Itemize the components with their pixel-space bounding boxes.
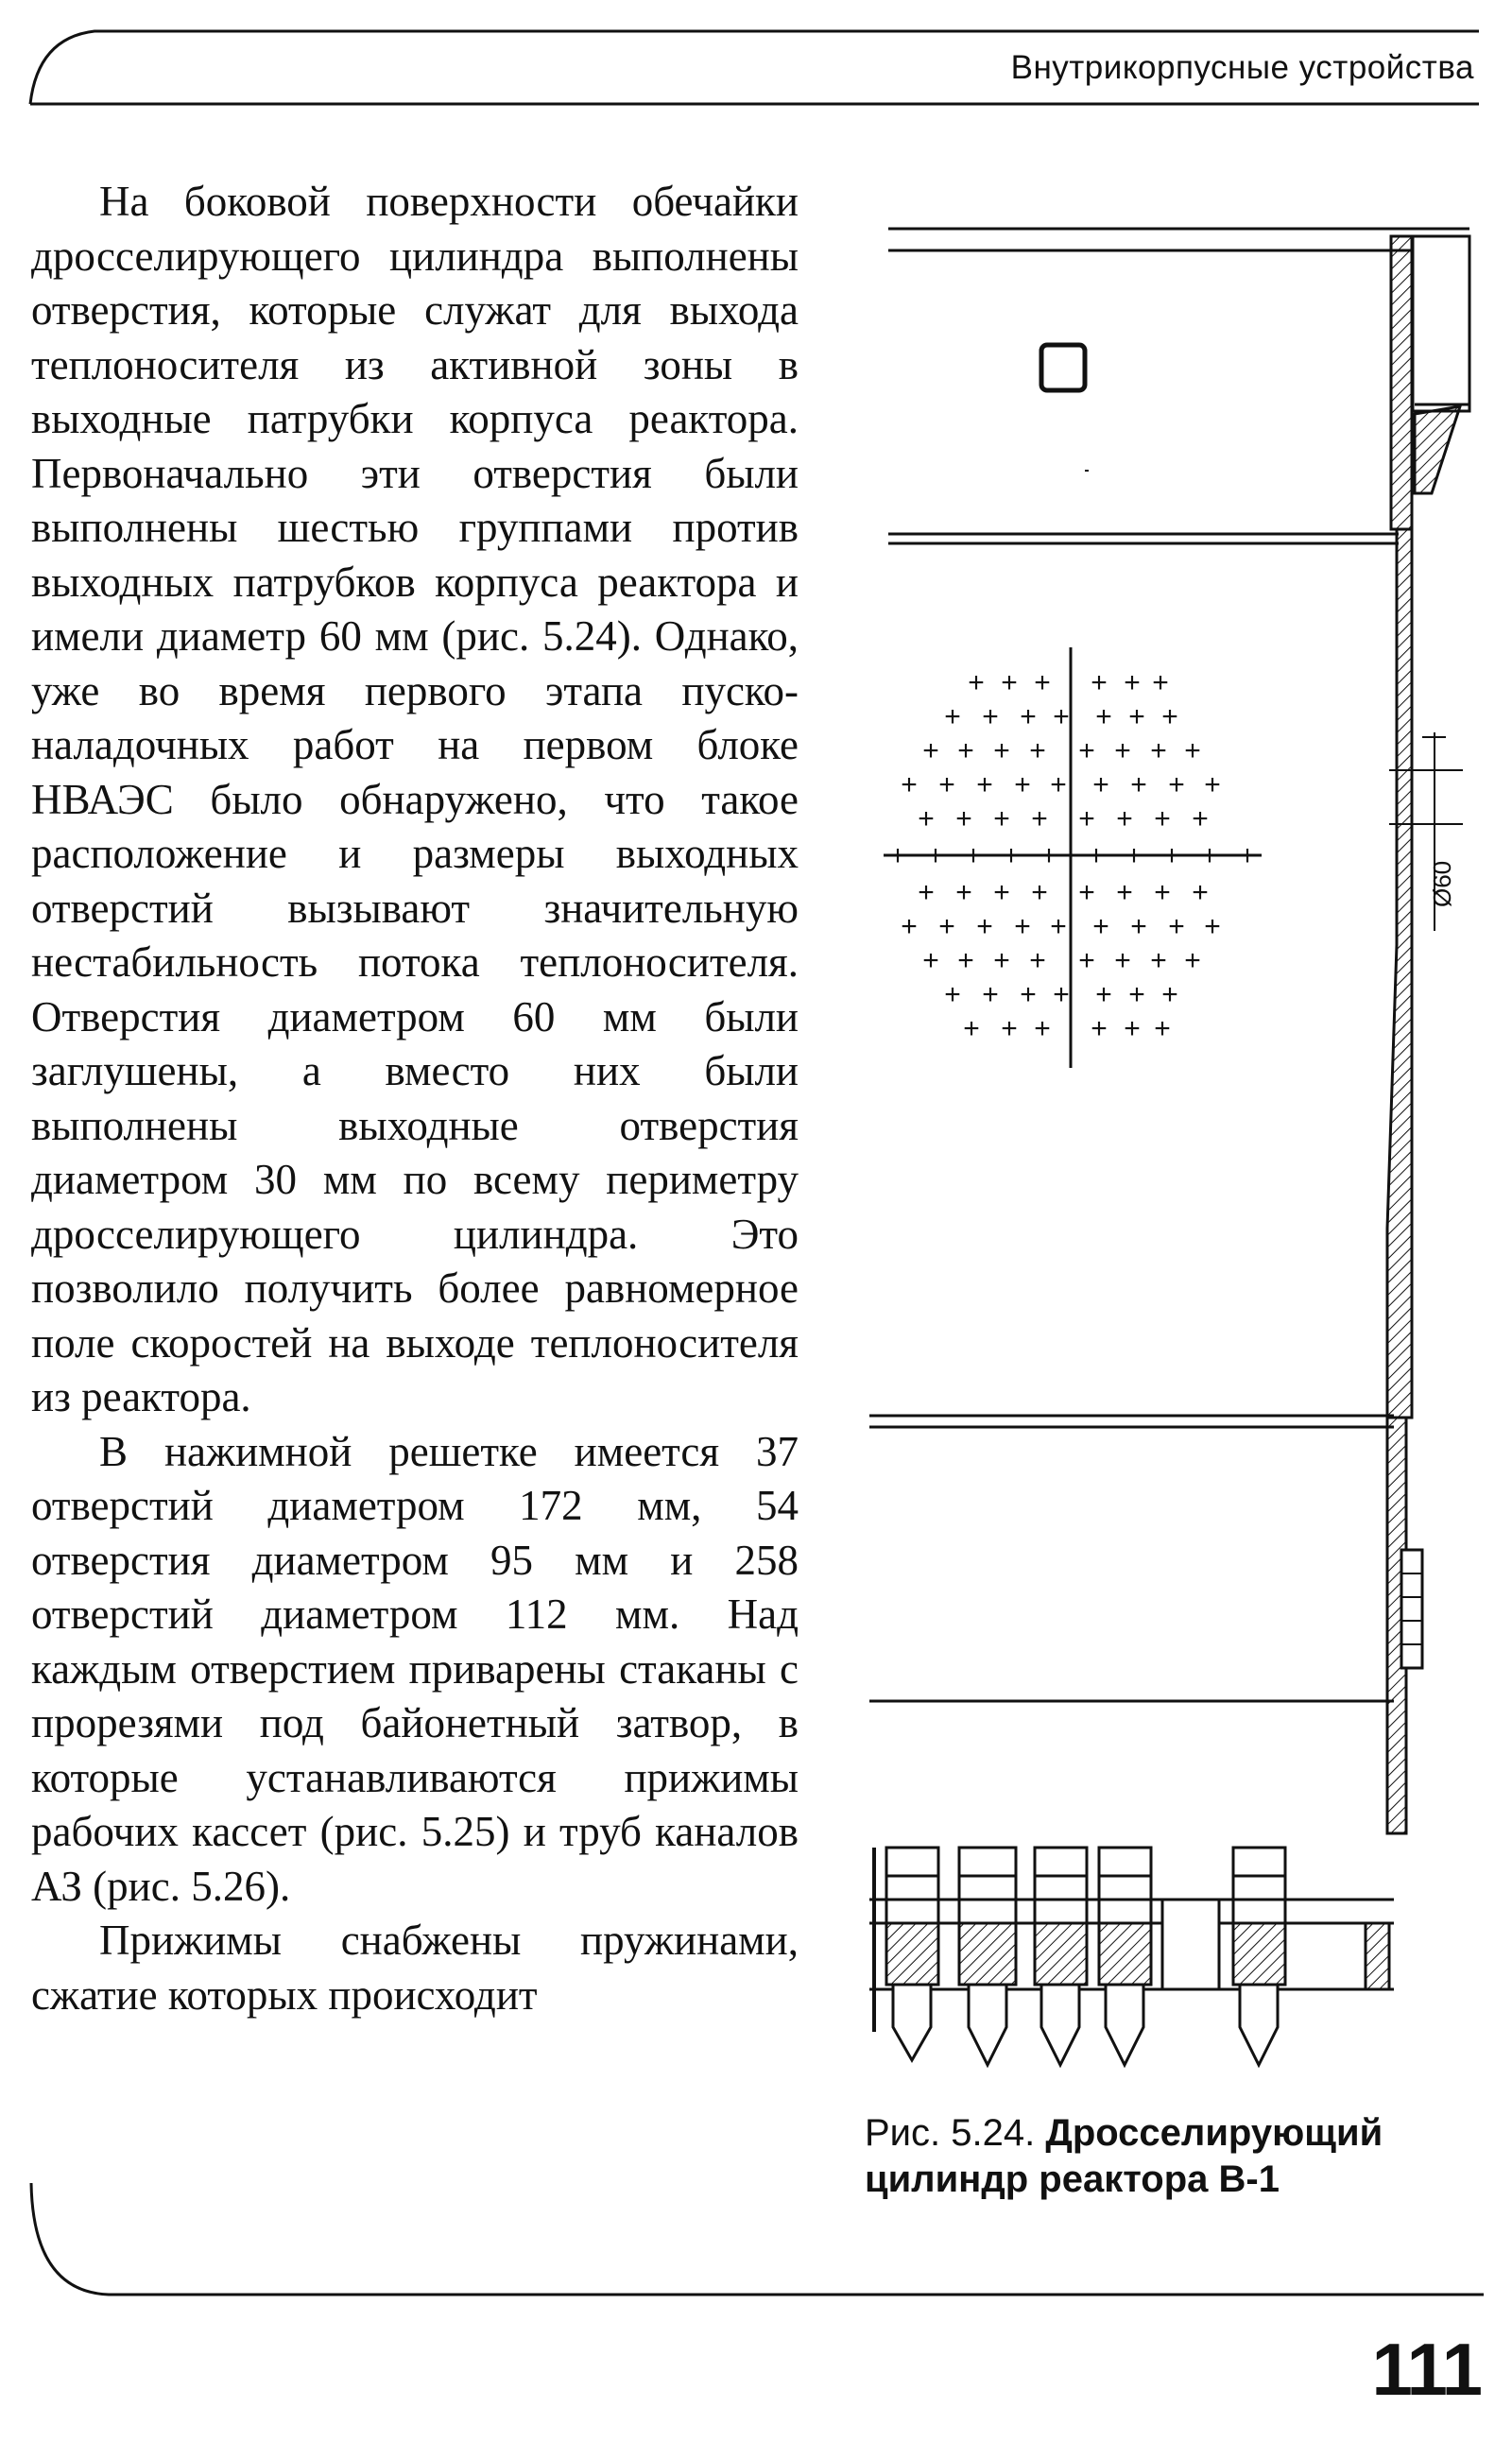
svg-text:+: + (901, 769, 918, 800)
svg-text:+: + (1204, 911, 1221, 942)
svg-text:+: + (1092, 911, 1109, 942)
svg-text:+: + (1001, 667, 1018, 698)
svg-text:+: + (1128, 979, 1145, 1010)
svg-text:+: + (1092, 769, 1109, 800)
svg-text:+: + (957, 945, 974, 976)
svg-text:+: + (1239, 840, 1256, 871)
svg-text:+: + (1184, 735, 1201, 766)
svg-text:+: + (1124, 1013, 1141, 1044)
figure-number: Рис. 5.24. (865, 2112, 1036, 2154)
svg-text:+: + (993, 735, 1010, 766)
svg-text:+: + (1128, 701, 1145, 732)
paragraph: В нажимной решетке имеется 37 отверстий диаметром 172 мм, 54 отверстия диаметром 95 мм и 258 отверстий диаметром 112 мм. Над каждым отверстием приварены стаканы с прорезями под байонетный затвор, в которые устанавливаются прижимы рабочих кассет (рис. 5.25) и труб каналов АЗ (рис. 5.26). (31, 1427, 799, 1910)
svg-text:+: + (1125, 840, 1143, 871)
svg-text:+: + (1116, 877, 1133, 908)
svg-text:+: + (963, 1013, 980, 1044)
running-title: Внутрикорпусные устройства (1010, 49, 1474, 86)
svg-text:+: + (1114, 735, 1131, 766)
svg-text:+: + (1034, 1013, 1051, 1044)
svg-text:+: + (1184, 945, 1201, 976)
svg-text:+: + (1116, 803, 1133, 834)
svg-text:+: + (1053, 701, 1070, 732)
svg-text:+: + (938, 911, 955, 942)
svg-text:+: + (1091, 1013, 1108, 1044)
svg-text:+: + (1001, 1013, 1018, 1044)
svg-text:+: + (1130, 911, 1147, 942)
inspection-window (1041, 345, 1085, 390)
svg-text:+: + (1078, 735, 1095, 766)
svg-text:+: + (982, 701, 999, 732)
svg-text:+: + (955, 803, 972, 834)
svg-text:+: + (1161, 701, 1178, 732)
svg-text:+: + (918, 877, 935, 908)
svg-text:+: + (965, 840, 982, 871)
svg-text:+: + (1095, 979, 1112, 1010)
paragraph: Прижимы снабжены пружинами, сжатие которых происходит (31, 1917, 799, 2019)
svg-text:+: + (1029, 735, 1046, 766)
top-flange (1413, 236, 1469, 493)
svg-text:+: + (1168, 911, 1185, 942)
svg-text:+: + (938, 769, 955, 800)
svg-text:+: + (968, 667, 985, 698)
dimension-label: Ø60 (1428, 860, 1456, 907)
svg-text:+: + (1034, 667, 1051, 698)
svg-text:+: + (1163, 840, 1180, 871)
svg-text:+: + (1152, 667, 1169, 698)
pressure-sleeves (886, 1848, 1285, 2065)
svg-text:+: + (1150, 735, 1167, 766)
svg-text:+: + (1154, 877, 1171, 908)
svg-text:+: + (1168, 769, 1185, 800)
svg-text:+: + (1161, 979, 1178, 1010)
svg-text:+: + (993, 803, 1010, 834)
svg-text:+: + (1130, 769, 1147, 800)
svg-text:+: + (1201, 840, 1218, 871)
svg-text:+: + (1003, 840, 1020, 871)
svg-text:+: + (1114, 945, 1131, 976)
svg-text:+: + (1078, 877, 1095, 908)
svg-text:+: + (1050, 769, 1067, 800)
svg-text:+: + (1150, 945, 1167, 976)
svg-text:+: + (1078, 945, 1095, 976)
page-number: 111 (1371, 2328, 1481, 2411)
svg-text:+: + (1204, 769, 1221, 800)
svg-text:+: + (927, 840, 944, 871)
svg-text:+: + (976, 769, 993, 800)
figure-caption (865, 2110, 1488, 2203)
svg-text:+: + (1154, 1013, 1171, 1044)
svg-text:+: + (1050, 911, 1067, 942)
svg-text:+: + (1192, 803, 1209, 834)
svg-text:+: + (944, 701, 961, 732)
figure-title: Дросселирующий цилиндр реактора В-1 (865, 2112, 1383, 2200)
svg-text:+: + (976, 911, 993, 942)
svg-text:+: + (901, 911, 918, 942)
svg-text:+: + (1124, 667, 1141, 698)
svg-text:+: + (1014, 769, 1031, 800)
svg-text:+: + (993, 945, 1010, 976)
svg-text:+: + (889, 840, 906, 871)
svg-text:+: + (1095, 701, 1112, 732)
svg-text:+: + (1154, 803, 1171, 834)
svg-text:+: + (944, 979, 961, 1010)
svg-text:+: + (1088, 840, 1105, 871)
svg-text:+: + (1053, 979, 1070, 1010)
svg-text:+: + (1029, 945, 1046, 976)
svg-text:+: + (982, 979, 999, 1010)
paragraph: На боковой поверхности обечайки дросселирующего цилиндра выполнены отверстия, которые служат для выхода теплоносителя из активной зоны в выходные патрубки корпуса реактора. Первоначально эти отверстия были выполнены шестью группами против выходных патрубков корпуса реактора и имели диаметр 60 мм (рис. 5.24). Однако, уже во время первого этапа пуско-наладочных работ на первом блоке НВАЭС было обнаружено, что такое расположение и размеры выходных отверстий вызывают значительную нестабильность потока теплоносителя. Отверстия диаметром 60 мм были заглушены, а вместо них были выполнены выходные отверстия диаметром 30 мм по всему периметру дросселирующего цилиндра. Это позволило получить более равномерное поле скоростей на выходе теплоносителя из реактора. (31, 178, 799, 1420)
svg-text:+: + (1040, 840, 1057, 871)
svg-text:+: + (1014, 911, 1031, 942)
svg-text:+: + (1031, 803, 1048, 834)
svg-text:+: + (1020, 979, 1037, 1010)
svg-text:+: + (1091, 667, 1108, 698)
svg-text:+: + (922, 735, 939, 766)
svg-text:+: + (955, 877, 972, 908)
svg-text:+: + (1192, 877, 1209, 908)
svg-text:+: + (1020, 701, 1037, 732)
svg-text:+: + (922, 945, 939, 976)
svg-text:+: + (1078, 803, 1095, 834)
svg-text:+: + (918, 803, 935, 834)
svg-text:+: + (993, 877, 1010, 908)
svg-text:+: + (957, 735, 974, 766)
svg-text:+: + (1031, 877, 1048, 908)
